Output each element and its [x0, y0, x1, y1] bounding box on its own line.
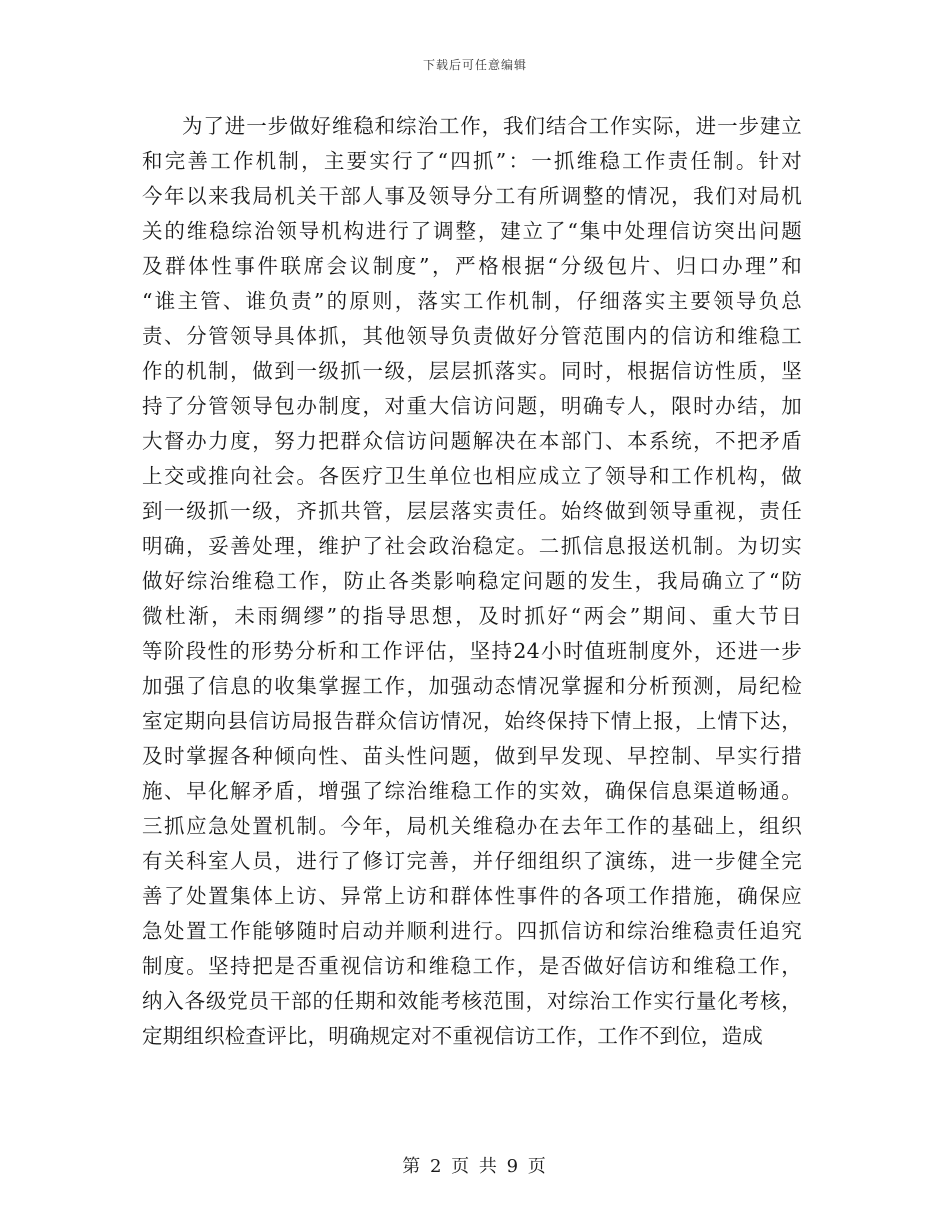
body-line: 作的机制，做到一级抓一级，层层抓落实。同时，根据信访性质，坚	[142, 359, 802, 383]
body-line: 大督办力度，努力把群众信访问题解决在本部门、本系统，不把矛盾	[142, 429, 802, 453]
body-line: 及时掌握各种倾向性、苗头性问题，做到早发现、早控制、早实行措	[142, 744, 802, 768]
body-line: 制度。坚持把是否重视信访和维稳工作，是否做好信访和维稳工作，	[142, 954, 802, 978]
body-line: 微杜渐，未雨绸缪”的指导思想，及时抓好“两会”期间、重大节日	[142, 604, 802, 628]
page-header: 下载后可任意编辑	[422, 58, 527, 72]
body-line: 有关科室人员，进行了修订完善，并仔细组织了演练，进一步健全完	[142, 849, 802, 873]
body-line: 急处置工作能够随时启动并顺利进行。四抓信访和综治维稳责任追究	[142, 919, 802, 943]
document-body	[142, 109, 802, 1054]
body-line: 及群体性事件联席会议制度”，严格根据“分级包片、归口办理”和	[142, 254, 802, 278]
body-line: 等阶段性的形势分析和工作评估，坚持24小时值班制度外，还进一步	[142, 639, 802, 663]
body-line: 持了分管领导包办制度，对重大信访问题，明确专人，限时办结，加	[142, 394, 802, 418]
body-line: 定期组织检查评比，明确规定对不重视信访工作，工作不到位，造成	[142, 1024, 763, 1048]
body-line: 善了处置集体上访、异常上访和群体性事件的各项工作措施，确保应	[142, 884, 802, 908]
page-number-footer: 第 2 页 共 9 页	[402, 1156, 548, 1177]
body-line: 为了进一步做好维稳和综治工作，我们结合工作实际，进一步建立	[182, 114, 802, 138]
body-line: 做好综治维稳工作，防止各类影响稳定问题的发生，我局确立了“防	[142, 569, 802, 593]
body-line: “谁主管、谁负责”的原则，落实工作机制，仔细落实主要领导负总	[142, 289, 802, 313]
body-line: 和完善工作机制，主要实行了“四抓”：一抓维稳工作责任制。针对	[142, 149, 802, 173]
body-line: 关的维稳综治领导机构进行了调整，建立了“集中处理信访突出问题	[142, 219, 802, 243]
body-line: 三抓应急处置机制。今年，局机关维稳办在去年工作的基础上，组织	[142, 814, 802, 838]
body-line: 明确，妥善处理，维护了社会政治稳定。二抓信息报送机制。为切实	[142, 534, 802, 558]
body-line: 到一级抓一级，齐抓共管，层层落实责任。始终做到领导重视，责任	[142, 499, 802, 523]
body-line: 室定期向县信访局报告群众信访情况，始终保持下情上报，上情下达，	[142, 709, 802, 733]
body-line: 加强了信息的收集掌握工作，加强动态情况掌握和分析预测，局纪检	[142, 674, 802, 698]
body-line: 纳入各级党员干部的任期和效能考核范围，对综治工作实行量化考核，	[142, 989, 802, 1013]
body-line: 责、分管领导具体抓，其他领导负责做好分管范围内的信访和维稳工	[142, 324, 802, 348]
body-line: 上交或推向社会。各医疗卫生单位也相应成立了领导和工作机构，做	[142, 464, 802, 488]
body-line: 施、早化解矛盾，增强了综治维稳工作的实效，确保信息渠道畅通。	[142, 779, 802, 803]
body-line: 今年以来我局机关干部人事及领导分工有所调整的情况，我们对局机	[142, 184, 802, 208]
